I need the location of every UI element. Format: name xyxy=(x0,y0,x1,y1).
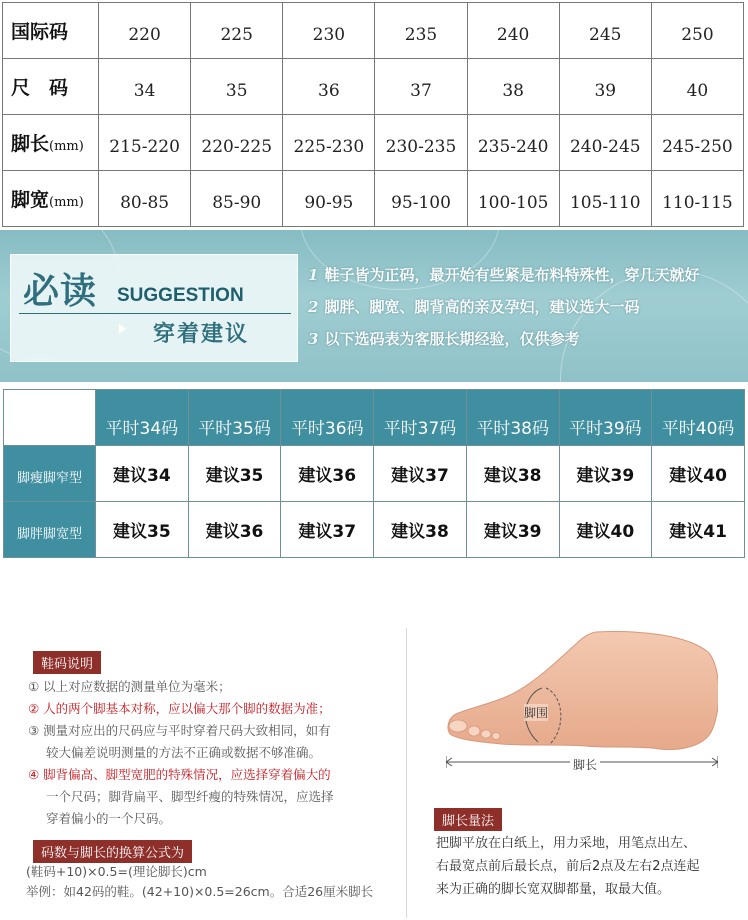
size-cell: 36 xyxy=(283,59,375,115)
formula-header: 码数与脚长的换算公式为 xyxy=(33,840,192,863)
rec-header-cell: 平时39码 xyxy=(559,390,652,446)
size-cell: 250 xyxy=(651,3,743,59)
rec-row-label: 脚胖脚宽型 xyxy=(4,502,96,558)
size-row-label xyxy=(3,3,99,59)
tip-text: 鞋子皆为正码，最开始有些紧是布料特殊性，穿几天就好 xyxy=(324,266,700,284)
rec-cell: 建议36 xyxy=(188,502,281,558)
size-cell: 37 xyxy=(375,59,467,115)
rec-cell: 建议38 xyxy=(374,502,467,558)
size-cell: 38 xyxy=(467,59,559,115)
rec-header-cell: 平时40码 xyxy=(652,390,745,446)
decor-circle xyxy=(560,270,748,382)
rec-cell: 建议34 xyxy=(96,446,189,502)
play-arrow-icon xyxy=(119,324,126,334)
size-note-line: ③ 测量对应出的尺码应与平时穿着尺码大致相同，如有 xyxy=(28,723,331,738)
formula-example: 举例：如42码的鞋。(42+10)×0.5=26cm。合适26厘米脚长 xyxy=(26,884,374,899)
size-cell: 110-115 xyxy=(651,171,743,227)
measure-header: 脚长量法 xyxy=(434,808,502,831)
rec-corner-cell xyxy=(4,390,96,446)
size-cell: 39 xyxy=(559,59,651,115)
rec-cell: 建议41 xyxy=(652,502,745,558)
size-row xyxy=(3,115,744,171)
size-cell: 40 xyxy=(651,59,743,115)
size-row-label xyxy=(3,115,99,171)
size-note-line: ① 以上对应数据的测量单位为毫米； xyxy=(28,679,231,694)
size-row xyxy=(3,3,744,59)
rec-header-cell: 平时36码 xyxy=(281,390,374,446)
rec-header-cell: 平时35码 xyxy=(188,390,281,446)
rec-cell: 建议35 xyxy=(96,502,189,558)
size-table xyxy=(2,2,744,227)
rec-cell: 建议37 xyxy=(374,446,467,502)
size-cell: 100-105 xyxy=(467,171,559,227)
size-cell: 215-220 xyxy=(99,115,191,171)
row-unit: (mm) xyxy=(49,195,84,210)
size-cell: 80-85 xyxy=(99,171,191,227)
size-cell: 85-90 xyxy=(191,171,283,227)
size-cell: 245-250 xyxy=(651,115,743,171)
size-cell: 90-95 xyxy=(283,171,375,227)
tip-number: 2 xyxy=(308,298,319,316)
banner-caption: 穿着建议 xyxy=(153,322,250,347)
rec-header-row xyxy=(4,390,745,446)
rec-cell: 建议36 xyxy=(281,446,374,502)
rec-header-cell: 平时38码 xyxy=(466,390,559,446)
size-note-line: ② 人的两个脚基本对称，应以偏大那个脚的数据为准； xyxy=(28,701,331,716)
girth-label: 脚围 xyxy=(524,706,549,720)
row-label-text: 尺 码 xyxy=(11,77,69,99)
rec-row-label: 脚瘦脚窄型 xyxy=(4,446,96,502)
size-row-label xyxy=(3,171,99,227)
foot-diagram xyxy=(446,630,718,772)
size-notes-header: 鞋码说明 xyxy=(33,651,101,674)
size-row xyxy=(3,171,744,227)
rec-cell: 建议39 xyxy=(559,446,652,502)
size-cell: 235 xyxy=(375,3,467,59)
size-cell: 105-110 xyxy=(559,171,651,227)
size-note-line: 穿着偏小的一个尺码。 xyxy=(46,811,172,826)
section-divider xyxy=(406,628,407,918)
rec-cell: 建议38 xyxy=(466,446,559,502)
size-cell: 240 xyxy=(467,3,559,59)
size-note-line: ④ 脚背偏高、脚型宽肥的特殊情况，应选择穿着偏大的 xyxy=(28,767,331,782)
rec-cell: 建议40 xyxy=(559,502,652,558)
tip-2 xyxy=(308,296,639,317)
size-cell: 95-100 xyxy=(375,171,467,227)
size-cell: 220 xyxy=(99,3,191,59)
tip-1 xyxy=(308,264,699,285)
size-row-label xyxy=(3,59,99,115)
measure-line-2: 右最宽点前后最长点，前后2点及左右2点连起 xyxy=(436,859,700,874)
recommendation-table xyxy=(3,389,745,558)
size-cell: 240-245 xyxy=(559,115,651,171)
rec-cell: 建议35 xyxy=(188,446,281,502)
tip-3 xyxy=(308,328,579,349)
measure-line-1: 把脚平放在白纸上，用力采地，用笔点出左、 xyxy=(436,836,697,851)
row-label-text: 国际码 xyxy=(11,21,69,43)
length-label: 脚长 xyxy=(570,756,600,773)
tip-text: 脚胖、脚宽、脚背高的亲及孕妇，建议选大一码 xyxy=(324,298,640,316)
banner-subtitle: SUGGESTION xyxy=(117,285,244,306)
rec-cell: 建议39 xyxy=(466,502,559,558)
size-row xyxy=(3,59,744,115)
formula-line-1: (鞋码+10)×0.5=(理论脚长)cm xyxy=(26,864,207,879)
suggestion-banner xyxy=(0,230,748,382)
rec-cell: 建议37 xyxy=(281,502,374,558)
size-cell: 220-225 xyxy=(191,115,283,171)
banner-rule xyxy=(19,313,291,314)
row-unit: (mm) xyxy=(49,139,84,154)
recommendation-table-body xyxy=(4,390,745,558)
size-cell: 245 xyxy=(559,3,651,59)
measure-line-3: 来为正确的脚长宽双脚都量，取最大值。 xyxy=(436,882,671,897)
tip-text: 以下选码表为客服长期经验，仅供参考 xyxy=(324,330,580,348)
size-cell: 34 xyxy=(99,59,191,115)
size-note-line: 一个尺码；脚背扁平、脚型纤瘦的特殊情况，应选择 xyxy=(46,789,334,804)
banner-title: 必读 xyxy=(23,271,98,312)
size-cell: 230 xyxy=(283,3,375,59)
size-cell: 225-230 xyxy=(283,115,375,171)
size-note-line: 较大偏差说明测量的方法不正确或数据不够准确。 xyxy=(46,745,322,760)
rec-header-cell: 平时37码 xyxy=(374,390,467,446)
size-cell: 225 xyxy=(191,3,283,59)
tip-number: 3 xyxy=(308,330,319,348)
rec-header-cell: 平时34码 xyxy=(96,390,189,446)
rec-row xyxy=(4,446,745,502)
suggestion-panel xyxy=(10,254,298,362)
size-cell: 235-240 xyxy=(467,115,559,171)
row-label-text: 脚宽 xyxy=(11,189,50,211)
tip-number: 1 xyxy=(308,266,319,284)
row-label-text: 脚长 xyxy=(11,133,50,155)
rec-row xyxy=(4,502,745,558)
rec-cell: 建议40 xyxy=(652,446,745,502)
size-cell: 35 xyxy=(191,59,283,115)
size-table-body xyxy=(3,3,744,227)
size-cell: 230-235 xyxy=(375,115,467,171)
